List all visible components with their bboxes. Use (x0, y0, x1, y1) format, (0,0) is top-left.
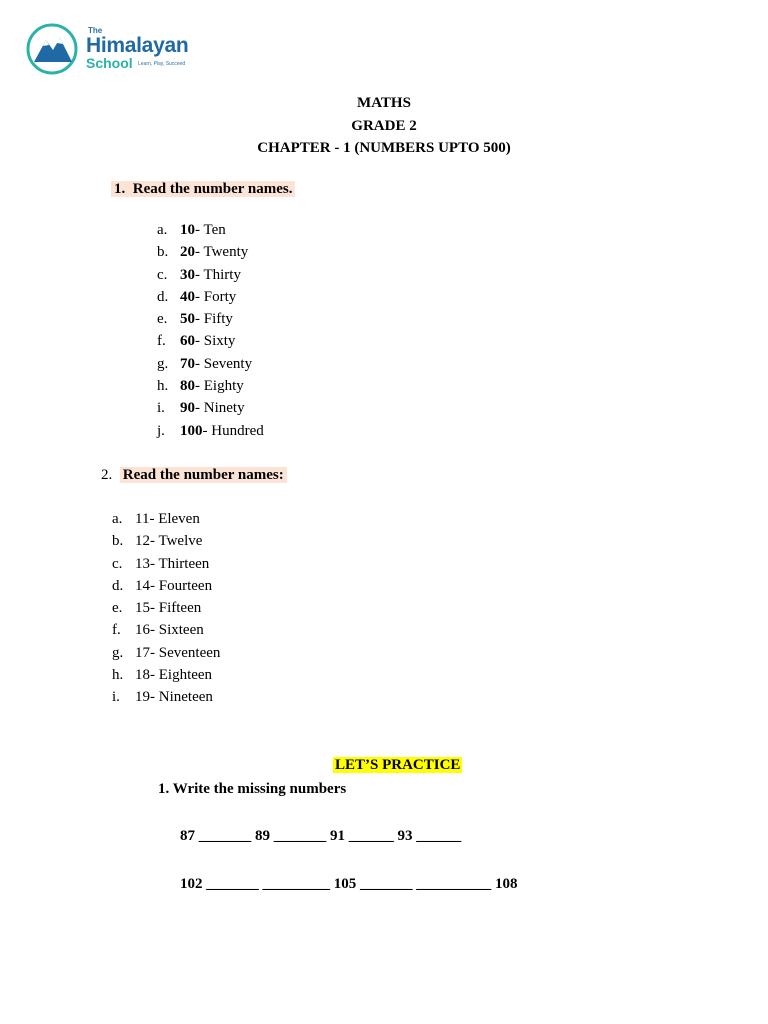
logo-school: School (86, 55, 133, 71)
logo-the: The (88, 26, 103, 35)
missing-numbers-row-2: 102 _______ _________ 105 _______ __________ 108 (180, 876, 518, 892)
list-item (112, 578, 220, 600)
missing-numbers-row-1: 87 _______ 89 _______ 91 ______ 93 ______ (180, 828, 462, 844)
list-item-name: - Fifty (195, 311, 233, 328)
list-item-letter: b. (157, 244, 169, 261)
list-item-letter: h. (112, 667, 124, 684)
list-item-number: 30 (180, 266, 195, 283)
list-item (112, 667, 220, 689)
chapter-title: CHAPTER - 1 (NUMBERS UPTO 500) (257, 140, 511, 156)
list-item-letter: a. (157, 222, 168, 238)
list-item-number: 40 (180, 288, 195, 305)
list-item-number: 10 (180, 222, 195, 238)
list-item-letter: d. (112, 577, 124, 594)
list-item-text: 15- Fifteen (135, 600, 202, 617)
section2-heading (101, 467, 287, 484)
list-item (157, 356, 264, 378)
list-item (157, 378, 264, 400)
list-item (157, 400, 264, 422)
list-item-number: 20 (180, 244, 195, 261)
section1-heading-text: Read the number names. (132, 181, 293, 197)
list-item-letter: g. (112, 644, 124, 661)
practice-heading-text: LET’S PRACTICE (335, 757, 461, 773)
logo-tagline: Learn, Play, Succeed (138, 61, 186, 67)
section2-list (112, 511, 220, 712)
section1-heading (111, 181, 295, 198)
list-item (112, 645, 220, 667)
list-item (157, 289, 264, 311)
list-item (112, 511, 220, 533)
list-item-number: 90 (180, 400, 195, 417)
list-item-text: 14- Fourteen (135, 577, 213, 594)
section1-list (157, 222, 264, 445)
practice-heading (333, 757, 462, 774)
list-item-name: - Twenty (195, 244, 249, 261)
logo-mountain-icon (34, 38, 72, 62)
list-item-text: 11- Eleven (135, 511, 200, 527)
list-item-letter: j. (157, 422, 165, 439)
logo-name: Himalayan (86, 34, 189, 57)
list-item (157, 311, 264, 333)
section2-heading-text: Read the number names: (122, 467, 284, 483)
list-item (112, 622, 220, 644)
list-item-letter: d. (157, 288, 169, 305)
section1-number: 1. (114, 181, 126, 197)
list-item-letter: i. (157, 400, 165, 417)
list-item-name: - Eighty (195, 378, 244, 395)
list-item-letter: a. (112, 511, 123, 527)
list-item-letter: h. (157, 378, 169, 395)
list-item-letter: b. (112, 533, 124, 550)
list-item-text: 19- Nineteen (135, 689, 213, 706)
list-item-letter: f. (157, 333, 166, 350)
list-item-letter: i. (112, 689, 120, 706)
list-item-name: - Hundred (202, 422, 264, 439)
list-item-name: - Thirty (195, 266, 241, 283)
list-item-text: 16- Sixteen (135, 622, 204, 639)
list-item (157, 333, 264, 355)
list-item-letter: c. (112, 555, 123, 572)
list-item (157, 222, 264, 244)
list-item (112, 556, 220, 578)
list-item-number: 50 (180, 311, 195, 328)
list-item-name: - Ten (195, 222, 226, 238)
list-item-name: - Forty (195, 288, 237, 305)
list-item-letter: g. (157, 355, 169, 372)
list-item-text: 13- Thirteen (135, 555, 210, 572)
list-item (157, 244, 264, 266)
list-item-name: - Sixty (195, 333, 236, 350)
list-item-letter: e. (112, 600, 123, 617)
list-item-text: 17- Seventeen (135, 644, 221, 661)
section2-number: 2. (101, 467, 113, 483)
list-item (157, 267, 264, 289)
list-item-number: 60 (180, 333, 195, 350)
practice-question: 1. Write the missing numbers (158, 781, 347, 797)
list-item (112, 689, 220, 711)
list-item (112, 533, 220, 555)
list-item-letter: f. (112, 622, 121, 639)
list-item-number: 80 (180, 378, 195, 395)
list-item-text: 12- Twelve (135, 533, 203, 550)
list-item-name: - Ninety (195, 400, 245, 417)
list-item-letter: c. (157, 266, 168, 283)
list-item-name: - Seventy (195, 355, 253, 372)
list-item (112, 600, 220, 622)
list-item-number: 100 (180, 422, 203, 439)
list-item (157, 423, 264, 445)
grade-title: GRADE 2 (351, 118, 417, 134)
list-item-letter: e. (157, 311, 168, 328)
list-item-text: 18- Eighteen (135, 667, 213, 684)
subject-title: MATHS (357, 95, 411, 111)
list-item-number: 70 (180, 355, 195, 372)
